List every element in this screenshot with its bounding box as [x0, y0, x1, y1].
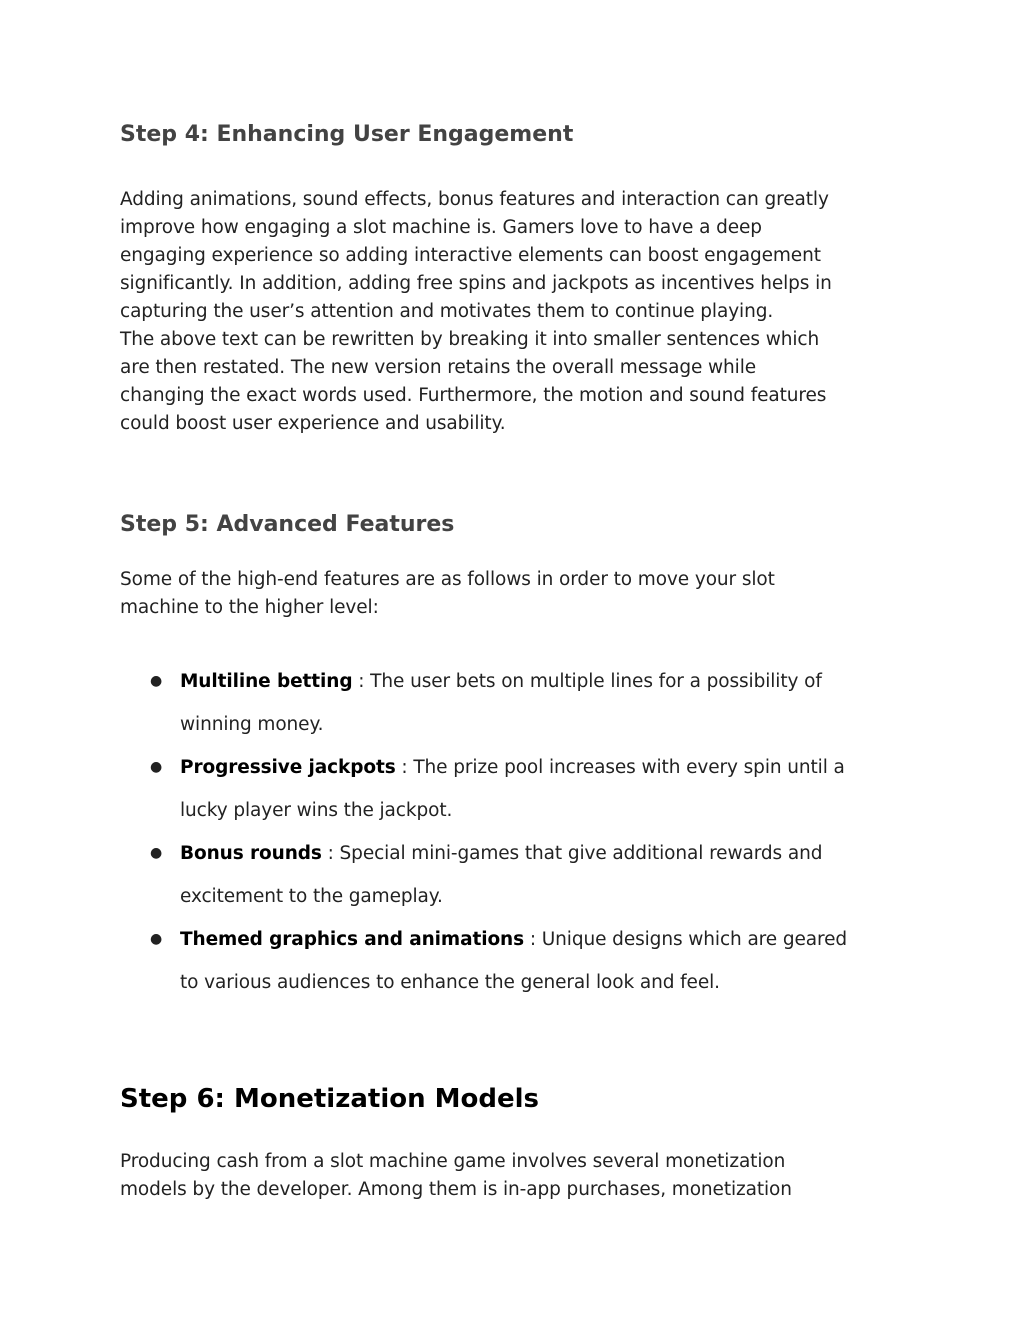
features-list — [120, 660, 910, 1004]
bullet-icon: ● — [150, 759, 163, 775]
bullet-icon: ● — [150, 931, 163, 947]
list-item — [120, 832, 910, 918]
step4-line: Adding animations, sound effects, bonus features and interaction can greatly — [120, 189, 829, 210]
step6-line: models by the developer. Among them is in-app purchases, monetization — [120, 1179, 792, 1200]
step4-line: are then restated. The new version retains the overall message while — [120, 357, 757, 378]
feature-term: Themed graphics and animations — [180, 929, 525, 950]
step6-paragraph — [120, 1148, 910, 1204]
feature-desc-cont: lucky player wins the jackpot. — [180, 800, 453, 821]
step5-intro-line: machine to the higher level: — [120, 597, 379, 618]
feature-desc-cont: excitement to the gameplay. — [180, 886, 443, 907]
step4-heading: Step 4: Enhancing User Engagement — [120, 122, 574, 147]
bullet-icon: ● — [150, 673, 163, 689]
list-item — [120, 918, 910, 1004]
step4-line: capturing the user’s attention and motivates them to continue playing. — [120, 301, 774, 322]
feature-desc-cont: to various audiences to enhance the general look and feel. — [180, 972, 720, 993]
step4-line: improve how engaging a slot machine is. Gamers love to have a deep — [120, 217, 762, 238]
step6-heading: Step 6: Monetization Models — [120, 1084, 540, 1114]
step4-line: changing the exact words used. Furthermore, the motion and sound features — [120, 385, 827, 406]
step4-line: could boost user experience and usability. — [120, 413, 506, 434]
step5-intro — [120, 566, 910, 622]
step6-line: Producing cash from a slot machine game involves several monetization — [120, 1151, 786, 1172]
feature-desc-cont: winning money. — [180, 714, 324, 735]
feature-desc: : Unique designs which are geared — [524, 929, 848, 950]
feature-desc: : The prize pool increases with every spin until a — [395, 757, 845, 778]
list-item — [120, 660, 910, 746]
step4-line: engaging experience so adding interactive elements can boost engagement — [120, 245, 821, 266]
step4-paragraph — [120, 186, 910, 438]
step5-intro-line: Some of the high-end features are as follows in order to move your slot — [120, 569, 775, 590]
feature-term: Bonus rounds — [180, 843, 322, 864]
bullet-icon: ● — [150, 845, 163, 861]
feature-term: Multiline betting — [180, 671, 353, 692]
feature-term: Progressive jackpots — [180, 757, 396, 778]
step5-heading: Step 5: Advanced Features — [120, 512, 455, 537]
step4-line: significantly. In addition, adding free spins and jackpots as incentives helps in — [120, 273, 832, 294]
step4-line: The above text can be rewritten by breaking it into smaller sentences which — [120, 329, 820, 350]
feature-desc: : The user bets on multiple lines for a possibility of — [352, 671, 822, 692]
feature-desc: : Special mini-games that give additional rewards and — [321, 843, 823, 864]
list-item — [120, 746, 910, 832]
